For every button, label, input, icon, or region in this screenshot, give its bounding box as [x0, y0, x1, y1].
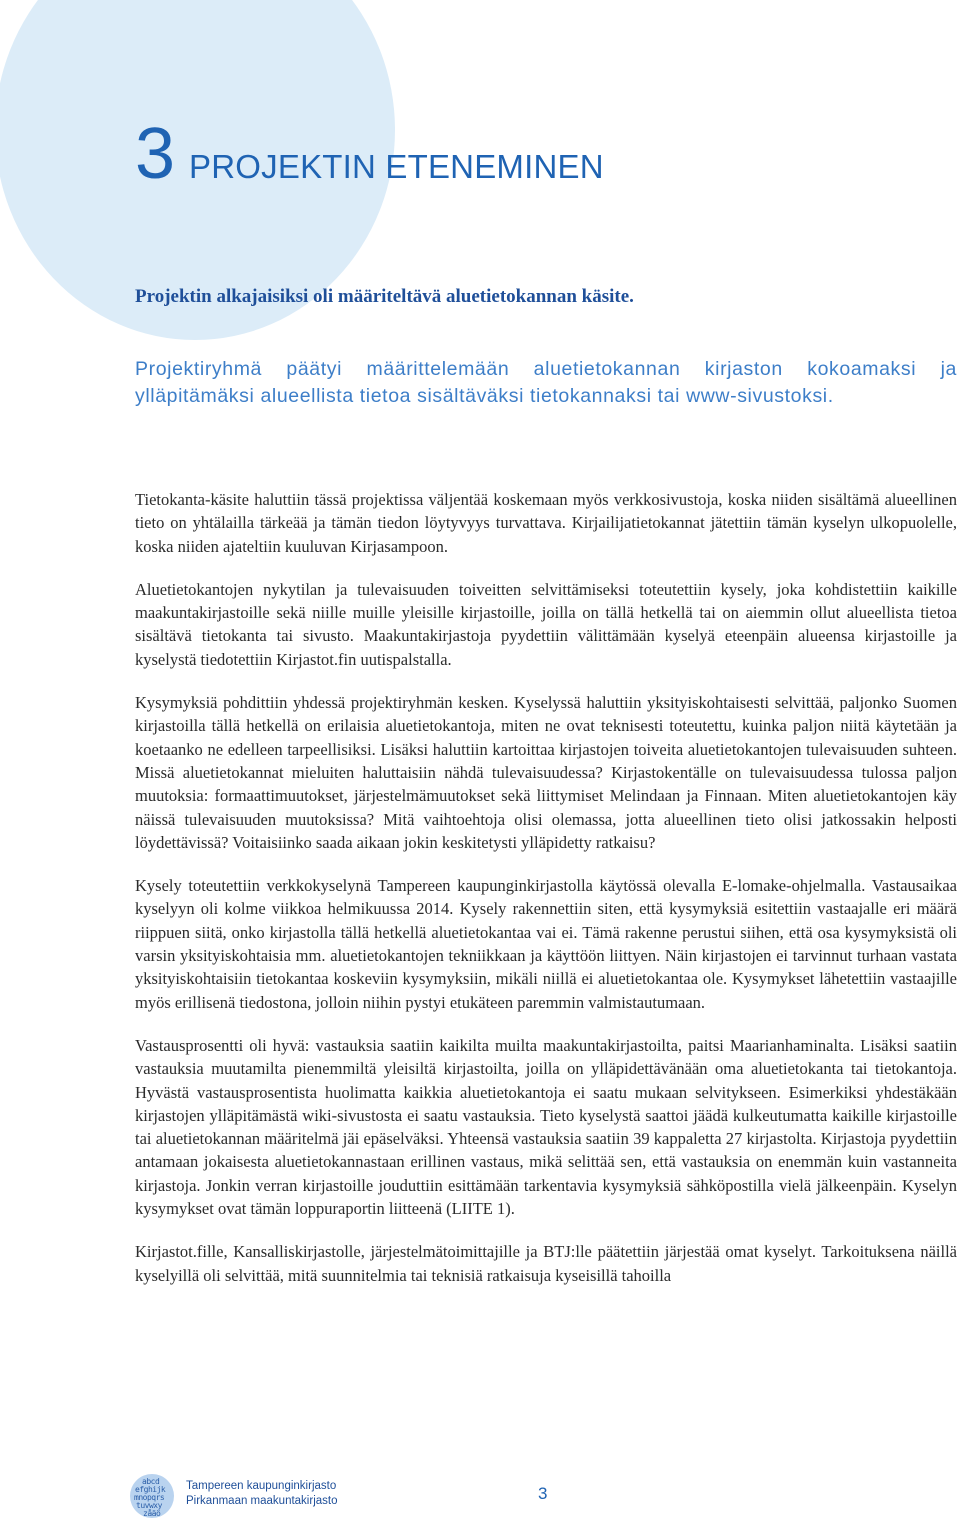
paragraph: Vastausprosentti oli hyvä: vastauksia saatiin kaikilta muilta maakuntakirjastoilta, paitsi Maarianhaminalta. Lisäksi saatiin vastauksia muutamilta pienemmiltä yleisiltä kirjastoilta, joilla on ylläpidettävänään oma aluetietokanta tai tietokantoja. Hyvästä vastausprosentista huolimatta kaikkia aluetietokantoja ei saatu mukaan selvitykseen. Esimerkiksi yhdestäkään kirjastojen ylläpitämästä wiki-sivustosta ei saatu vastauksia. Tieto kyselystä saattoi jäädä kulkeutumatta kaikille kirjastoille tai aluetietokannan määritelmä jäi epäselväksi. Yhteensä vastauksia saatiin 39 kappaletta 27 kirjastolta. Kirjastoja pyydettiin antamaan jokaisesta aluetietokannastaan erillinen vastaus, mikä selittää sen, että vastauksia on enemmän kuin vastanneita kirjastoja. Jonkin verran kirjastoille jouduttiin esittämään tarkentavia kysymyksiä sähköpostilla vielä jälkeenpäin. Kyselyn kysymykset ovat tämän loppuraportin liitteenä (LIITE 1). — [135, 1035, 957, 1219]
logo-text-row: zåäö — [143, 1509, 161, 1518]
intro-paragraph: Projektiryhmä päätyi määrittelemään aluetietokannan kirjaston kokoamaksi ja ylläpitämäksi alueellista tietoa sisältäväksi tietokannaksi tai www-sivustoksi. — [135, 358, 957, 407]
library-logo — [130, 1474, 174, 1518]
logo-text-row: tuvwxy — [136, 1501, 162, 1510]
chapter-heading — [135, 114, 604, 194]
paragraph: Kysymyksiä pohdittiin yhdessä projektiryhmän kesken. Kyselyssä haluttiin yksityiskohtaisesti selvittää, paljonko Suomen kirjastoilla tällä hetkellä on erilaisia aluetietokantoja, miten ne ovat teknisesti toteutettu, kuinka paljon niitä käytetään ja koetaanko ne edelleen tarpeellisiksi. Lisäksi haluttiin kartoittaa kirjastojen toiveita aluetietokantojen tulevaisuuden suhteen. Missä aluetietokannat mieluiten haluttaisiin nähdä tulevaisuudessa? Kirjastokentälle on tulevaisuudessa tulossa paljon muutoksia: formaattimuutokset, järjestelmämuutokset sekä liittymiset Melindaan ja Finnaan. Miten aluetietokantojen käy näissä tulevaisuuden muutoksissa? Mitä vaihtoehtoja olisi olemassa, jotta alueellinen tieto olisi jatkossakin helposti löydettävissä? Voitaisiinko saada aikaan jokin keskitetysti ylläpidetty ratkaisu? — [135, 693, 957, 852]
org-line-1: Tampereen kaupunginkirjasto — [186, 1480, 337, 1492]
page-footer — [130, 1474, 960, 1518]
org-line-2: Pirkanmaan maakuntakirjasto — [186, 1495, 338, 1507]
logo-text-row: mnopqrs — [134, 1493, 165, 1502]
logo-text-row: abcd — [142, 1477, 160, 1486]
paragraph: Kirjastot.fille, Kansalliskirjastolle, järjestelmätoimittajille ja BTJ:lle päätettiin järjestää omat kyselyt. Tarkoituksena näillä kyselyillä oli selvittää, mitä suunnitelmia tai teknisiä ratkaisuja kyseisillä tahoilla — [135, 1242, 957, 1285]
chapter-number: 3 — [135, 114, 176, 194]
logo-text-row: efghijk — [135, 1485, 166, 1494]
chapter-title: PROJEKTIN ETENEMINEN — [189, 148, 604, 185]
organization-name — [186, 1479, 338, 1509]
body-text — [135, 488, 957, 1307]
paragraph: Tietokanta-käsite haluttiin tässä projektissa väljentää koskemaan myös verkkosivustoja, koska niiden sisältämä alueellinen tieto on yhtälailla tärkeää ja tämän tiedon löytyvyys turvattava. Kirjailijatietokannat jätettiin tämän kyselyn ulkopuolelle, koska niiden ajateltiin kuuluvan Kirjasampoon. — [135, 490, 957, 556]
paragraph: Aluetietokantojen nykytilan ja tulevaisuuden toiveitten selvittämiseksi toteutettiin kysely, joka kohdistettiin kaikille maakuntakirjastoille sekä niille muille yleisille kirjastoille, joilla on tällä hetkellä tai on aiemmin ollut alueellista tietoa sisältävä tietokanta tai sivusto. Maakuntakirjastoja pyydettiin välittämään kyselyä eteenpäin alueensa kirjastoille ja kyselystä tiedotettiin Kirjastot.fin uutispalstalla. — [135, 579, 957, 669]
lead-sentence: Projektin alkajaisiksi oli määriteltävä aluetietokannan käsite. — [135, 286, 634, 307]
paragraph: Kysely toteutettiin verkkokyselynä Tampereen kaupunginkirjastolla käytössä olevalla E-lomake-ohjelmalla. Vastausaikaa kyselyyn oli kolme viikkoa helmikuussa 2014. Kysely rakennettiin siten, että kysymyksiä esitettiin vastaajalle eri määrä riippuen siitä, onko kirjastolla tällä hetkellä aluetietokantaa vai ei. Tämä rakenne perustui siihen, että osa kysymyksistä oli varsin yksityiskohtaisia mm. aluetietokantojen tekniikkaan ja käyttöön liittyen. Näin kirjastojen ei tarvinnut turhaan vastata yksityiskohtaisiin tietokantaa koskeviin kysymyksiin, mikäli niillä ei aluetietokantaa ole. Kysymykset lähetettiin vastaajille myös erillisenä tiedostona, jolloin niihin pystyi etukäteen paremmin valmistautumaan. — [135, 876, 957, 1012]
page-number: 3 — [538, 1484, 548, 1503]
